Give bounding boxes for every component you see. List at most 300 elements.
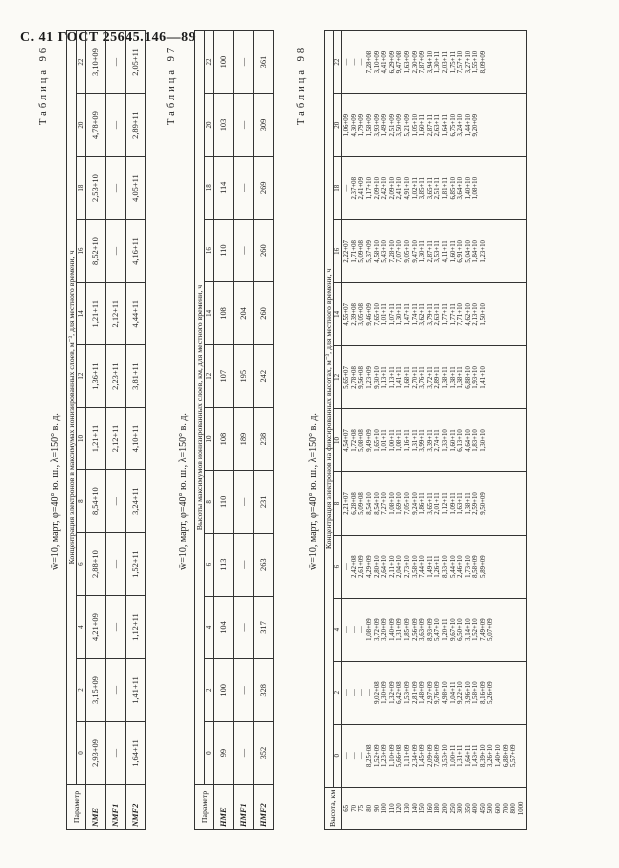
table-cell: 1,01+11: [381, 429, 389, 452]
table-cell: —: [343, 563, 351, 570]
table-cell: 2,51+11: [434, 177, 442, 200]
height-value: 120: [396, 803, 404, 814]
table-97: [194, 30, 274, 830]
height-value: 350: [464, 803, 472, 814]
table-cell: 5,09+08: [358, 492, 366, 515]
table-cell: 2,13+10: [472, 303, 480, 326]
table-cell: [487, 221, 495, 281]
table-cell: 2,04+10: [396, 555, 404, 578]
param-name: HME: [214, 785, 234, 830]
table-98-title: Таблица 98: [296, 44, 307, 125]
table-cell: 1,38+11: [464, 492, 472, 515]
table-cell: 1,73+10: [464, 555, 472, 578]
table-cell: 328: [254, 659, 274, 722]
table-cell: [518, 221, 526, 281]
table-cell: 9,46+09: [365, 303, 373, 326]
rotated-page-content: [38, 30, 598, 830]
table-cell: 1,17+10: [365, 177, 373, 200]
table-cell: 3,62+11: [419, 303, 427, 326]
table-cell: [503, 663, 511, 723]
table-cell: 1,30+11: [434, 50, 442, 74]
table-cell: 100: [214, 659, 234, 722]
table-cell: [495, 221, 503, 281]
table-cell: [510, 410, 518, 470]
table-cell: 1,44+10: [464, 113, 472, 137]
table-cell: [518, 158, 526, 218]
table-cell: —: [106, 722, 126, 785]
table-cell: [510, 158, 518, 218]
table-cell: 3,53+10: [441, 744, 449, 767]
param-header: Параметр: [195, 785, 214, 830]
table-cell: 2,74+11: [434, 429, 442, 452]
table-cell: 7,65+10: [373, 303, 381, 326]
table-cell: 3,65+11: [426, 177, 434, 200]
table-cell: 8,93+09: [426, 618, 434, 641]
table-cell: 1,74+11: [411, 303, 419, 326]
table-cell: [487, 32, 495, 92]
hour-header: 20: [205, 94, 214, 157]
table-cell: —: [343, 58, 351, 66]
table-cell: 110: [214, 470, 234, 533]
table-cell: 7,28+10: [388, 240, 396, 263]
hour-header: 2: [333, 661, 342, 724]
table-cell: 7,87+09: [419, 50, 427, 74]
height-value: 500: [487, 803, 495, 814]
table-cell: 3,85+11: [419, 177, 427, 200]
table-cell: 2,01+11: [434, 492, 442, 515]
table-cell: 1,52+11: [126, 533, 146, 596]
table-cell: 2,70+11: [411, 366, 419, 389]
table-cell: 2,59+10: [472, 492, 480, 515]
table-97-subheader: Высоты максимумов ионизированных слоев, км, для местного времени, ч: [195, 31, 205, 785]
table-cell: [518, 410, 526, 470]
table-cell: 9,49+09: [365, 429, 373, 452]
table-cell: 4,30+09: [350, 113, 358, 137]
hour-header: 6: [333, 535, 342, 598]
table-cell: 4,21+09: [86, 596, 106, 659]
table-cell: [503, 284, 511, 344]
table-cell: 3,72+09: [373, 618, 381, 641]
table-cell: 8,33+10: [441, 555, 449, 578]
table-cell: 1,05+10: [411, 113, 419, 137]
table-cell: 2,22+07: [343, 240, 351, 263]
table-cell: 2,41+10: [396, 177, 404, 200]
table-cell: —: [234, 156, 254, 219]
table-cell: 1,07+11: [388, 303, 396, 326]
table-cell: 242: [254, 345, 274, 408]
table-cell: 4,78+09: [86, 94, 106, 157]
table-cell: 1,52+09: [373, 744, 381, 767]
table-cell: 8,09+09: [479, 50, 487, 74]
hour-header: 10: [205, 408, 214, 471]
table-cell: [518, 32, 526, 92]
table-cell: 7,44+10: [419, 555, 427, 578]
table-cell: 1,00+11: [388, 429, 396, 452]
table-cell: —: [106, 157, 126, 220]
table-cell: 3,79+11: [426, 303, 434, 326]
height-value: 250: [449, 803, 457, 814]
table-cell: 1,01+11: [381, 303, 389, 326]
table-cell: 3,20+09: [381, 618, 389, 641]
table-cell: [495, 600, 503, 660]
table-cell: 9,22+10: [457, 681, 465, 704]
table-cell: 1,85+09: [403, 618, 411, 641]
table-cell: 1,36+11: [86, 345, 106, 407]
table-cell: 1,08+11: [396, 429, 404, 452]
table-cell: 9,76+09: [434, 681, 442, 704]
table-cell: 6,88+10: [464, 366, 472, 389]
height-value: 600: [495, 803, 503, 814]
height-value: 700: [502, 803, 510, 814]
hour-header: 14: [77, 283, 86, 345]
table-cell: 100: [214, 31, 234, 94]
table-cell: 3,81+11: [126, 345, 146, 407]
table-cell: 1,04+11: [449, 681, 457, 704]
table-cell: 4,55+07: [343, 303, 351, 326]
height-value: 140: [411, 803, 419, 814]
table-cell: 1,45+09: [419, 744, 427, 767]
table-cell: [495, 347, 503, 407]
height-value: 800: [510, 803, 518, 814]
table-cell: 3,58+10: [411, 555, 419, 578]
table-cell: 3,27+10: [464, 50, 472, 74]
table-cell: [510, 284, 518, 344]
table-cell: 7,49+09: [479, 618, 487, 641]
table-cell: [495, 537, 503, 597]
table-cell: —: [234, 219, 254, 282]
table-cell: —: [343, 752, 351, 760]
hour-header: 0: [333, 724, 342, 787]
table-cell: [518, 600, 526, 660]
height-value: 80: [365, 804, 373, 812]
table-row: [126, 31, 146, 830]
table-cell: 1,60+11: [449, 429, 457, 452]
table-cell: 5,66+08: [396, 744, 404, 767]
hour-header: 10: [333, 409, 342, 472]
table-cell: 7,05+10: [403, 492, 411, 515]
table-cell: 6,28+08: [350, 492, 358, 515]
table-cell: 1,81+11: [441, 177, 449, 200]
table-cell: 2,34+09: [411, 744, 419, 767]
table-cell: —: [106, 533, 126, 596]
height-value: 400: [472, 803, 480, 814]
table-cell: 2,56+09: [411, 618, 419, 641]
table-cell: 113: [214, 533, 234, 596]
param-name: HMF1: [234, 785, 254, 830]
table-cell: 1,38+11: [457, 366, 465, 389]
table-cell: 99: [214, 722, 234, 785]
table-cell: 1,64+11: [126, 722, 146, 785]
table-cell: 1,79+09: [358, 113, 366, 137]
table-cell: 3,24+10: [457, 113, 465, 137]
table-cell: 361: [254, 31, 274, 94]
table-cell: 5,65+07: [343, 366, 351, 389]
table-cell: 8,39+10: [479, 744, 487, 767]
table-cell: 2,97+09: [426, 681, 434, 704]
table-cell: [480, 158, 488, 218]
hour-header: 16: [205, 219, 214, 282]
table-cell: —: [106, 94, 126, 157]
table-cell: 1,58+10: [472, 681, 480, 704]
table-cell: 1,43+11: [472, 744, 480, 767]
table-cell: 1,77+11: [441, 303, 449, 326]
table-cell: 2,87+11: [426, 240, 434, 263]
table-cell: 1,20+11: [441, 618, 449, 641]
hour-header: 6: [77, 533, 86, 596]
table-cell: [487, 410, 495, 470]
table-cell: 104: [214, 596, 234, 659]
table-cell: 2,89+11: [126, 94, 146, 157]
table-cell: —: [358, 752, 366, 760]
table-cell: [495, 663, 503, 723]
table-cell: 1,31+09: [396, 618, 404, 641]
table-cell: 7,27+10: [381, 492, 389, 515]
height-value: 1000: [517, 801, 525, 816]
table-cell: 9,50+09: [479, 492, 487, 515]
hour-header: 8: [333, 472, 342, 535]
value-column: [342, 283, 527, 346]
value-column: [342, 346, 527, 409]
table-cell: —: [365, 689, 373, 697]
table-cell: 1,49+09: [381, 113, 389, 137]
table-cell: [518, 284, 526, 344]
param-name: NMF2: [126, 785, 146, 830]
table-cell: [495, 158, 503, 218]
table-cell: 1,08+10: [472, 177, 480, 200]
height-value: 150: [419, 803, 427, 814]
table-cell: [518, 95, 526, 155]
table-cell: [495, 473, 503, 533]
table-cell: [495, 95, 503, 155]
table-cell: —: [234, 94, 254, 157]
table-cell: 204: [234, 282, 254, 345]
hour-header: 22: [205, 31, 214, 94]
height-value: 200: [441, 803, 449, 814]
hour-header: 18: [333, 157, 342, 220]
value-column: [342, 724, 527, 787]
table-cell: 3,50+09: [396, 113, 404, 137]
table-cell: 1,06+09: [343, 113, 351, 137]
table-97-caption: w̄=10, март, φ=40° ю. ш., λ=150° в. д.: [178, 413, 189, 570]
table-cell: 1,71+08: [350, 240, 358, 263]
table-cell: 1,48+09: [419, 681, 427, 704]
table-cell: 1,63+11: [457, 492, 465, 515]
table-cell: 1,40+09: [388, 618, 396, 641]
hour-header: 20: [77, 94, 86, 157]
table-cell: 189: [234, 408, 254, 471]
table-cell: 1,13+11: [388, 366, 396, 389]
table-cell: 3,53+11: [434, 240, 442, 263]
height-value: 75: [358, 804, 366, 812]
table-cell: —: [350, 58, 358, 66]
table-cell: 1,55+10: [472, 50, 480, 74]
table-cell: 6,42+08: [396, 681, 404, 704]
param-name: HMF2: [254, 785, 274, 830]
table-cell: 1,30+11: [419, 240, 427, 263]
table-cell: 7,07+10: [396, 240, 404, 263]
table-cell: 7,68+09: [434, 744, 442, 767]
table-cell: 1,12+11: [126, 596, 146, 659]
table-cell: 4,54+07: [343, 429, 351, 452]
height-value: 130: [403, 803, 411, 814]
table-cell: 7,71+10: [457, 303, 465, 326]
table-cell: 1,23+09: [365, 366, 373, 389]
table-cell: 1,09+11: [449, 492, 457, 515]
table-cell: 2,51+09: [388, 113, 396, 137]
table-cell: 1,30+11: [396, 303, 404, 326]
table-cell: 5,43+10: [381, 240, 389, 263]
table-cell: —: [234, 470, 254, 533]
table-cell: 1,33+10: [441, 429, 449, 452]
table-cell: 4,64+10: [464, 429, 472, 452]
table-cell: —: [106, 220, 126, 283]
table-cell: [510, 221, 518, 281]
table-cell: 1,83+10: [472, 429, 480, 452]
table-cell: 3,10+09: [373, 50, 381, 74]
table-cell: [503, 347, 511, 407]
table-cell: 3,64+10: [457, 177, 465, 200]
table-cell: 9,20+09: [472, 113, 480, 137]
table-cell: 2,11+10: [388, 555, 396, 578]
height-value: 160: [426, 803, 434, 814]
table-cell: 309: [254, 94, 274, 157]
table-cell: 9,67+10: [449, 618, 457, 641]
table-cell: 5,04+10: [464, 240, 472, 263]
table-cell: 1,64+11: [464, 744, 472, 767]
value-column: [342, 157, 527, 220]
table-cell: [503, 410, 511, 470]
hour-header: 4: [205, 596, 214, 659]
table-cell: 2,09+10: [388, 177, 396, 200]
table-cell: 5,89+09: [479, 555, 487, 578]
hour-header: 14: [333, 283, 342, 346]
table-cell: —: [106, 659, 126, 722]
table-cell: 6,50+10: [457, 618, 465, 641]
table-cell: 1,49+11: [426, 555, 434, 578]
table-cell: 195: [234, 345, 254, 408]
table-cell: 1,23+10: [479, 240, 487, 263]
table-cell: 4,29+09: [365, 555, 373, 578]
table-cell: 1,32+09: [388, 681, 396, 704]
table-cell: [510, 95, 518, 155]
table-cell: 2,63+11: [434, 303, 442, 326]
table-cell: 3,39+11: [426, 429, 434, 452]
table-cell: —: [234, 659, 254, 722]
table-cell: —: [343, 626, 351, 633]
table-cell: 6,29+09: [388, 50, 396, 74]
hour-header: 18: [205, 156, 214, 219]
table-cell: [518, 726, 526, 786]
table-cell: 269: [254, 156, 274, 219]
table-cell: 2,42+08: [350, 555, 358, 578]
height-value: 90: [373, 804, 381, 812]
table-cell: 231: [254, 470, 274, 533]
table-98-caption: w̄=10, март, φ=40° ю. ш., λ=150° в. д.: [308, 413, 319, 570]
value-column: [342, 598, 527, 661]
table-cell: 1,38+11: [441, 366, 449, 389]
value-column: [342, 409, 527, 472]
table-cell: 8,54+10: [365, 492, 373, 515]
table-cell: 3,96+10: [464, 681, 472, 704]
table-row: [214, 31, 234, 830]
table-cell: 8,16+09: [479, 681, 487, 704]
table-cell: 2,46+10: [457, 555, 465, 578]
table-cell: 4,44+11: [126, 283, 146, 345]
table-cell: 9,05+10: [403, 240, 411, 263]
table-cell: [510, 663, 518, 723]
table-cell: 6,75+10: [449, 113, 457, 137]
height-header: Высота, км: [325, 787, 342, 829]
table-cell: [487, 284, 495, 344]
table-cell: 4,58+10: [373, 240, 381, 263]
table-cell: 3,99+11: [419, 429, 427, 452]
table-cell: 1,16+11: [403, 429, 411, 452]
hour-header: 8: [205, 470, 214, 533]
table-cell: [503, 158, 511, 218]
table-cell: 1,12+11: [441, 492, 449, 515]
table-cell: [487, 473, 495, 533]
table-cell: 9,30+10: [373, 366, 381, 389]
table-cell: 8,25+08: [365, 744, 373, 767]
table-cell: 4,16+11: [126, 220, 146, 283]
table-cell: —: [358, 626, 366, 633]
table-cell: 2,88+10: [86, 533, 106, 596]
table-cell: 4,98+10: [441, 681, 449, 704]
table-cell: [503, 221, 511, 281]
table-cell: 3,94+10: [426, 50, 434, 74]
table-cell: 3,63+09: [419, 618, 427, 641]
hour-header: 10: [77, 407, 86, 469]
table-cell: 1,58+09: [365, 113, 373, 137]
table-cell: 1,02+11: [411, 177, 419, 200]
table-cell: 2,05+11: [126, 31, 146, 94]
table-cell: 260: [254, 219, 274, 282]
table-cell: 1,84+10: [472, 240, 480, 263]
table-98: [324, 30, 527, 830]
table-cell: 260: [254, 282, 274, 345]
table-cell: 6,85+10: [449, 177, 457, 200]
table-cell: [503, 473, 511, 533]
table-cell: [495, 32, 503, 92]
height-value: 65: [343, 804, 351, 812]
value-column: [342, 94, 527, 157]
table-cell: 1,21+11: [86, 407, 106, 469]
table-cell: 3,65+11: [426, 492, 434, 515]
hour-header: 20: [333, 94, 342, 157]
hour-header: 4: [333, 598, 342, 661]
param-name: NME: [86, 785, 106, 830]
hour-header: 22: [77, 31, 86, 94]
table-cell: [495, 410, 503, 470]
table-cell: 2,63+11: [434, 114, 442, 137]
table-cell: 3,05+08: [358, 303, 366, 326]
table-cell: [510, 473, 518, 533]
table-cell: 1,38+11: [449, 366, 457, 389]
table-cell: 3,10+09: [86, 31, 106, 94]
value-column: [342, 661, 527, 724]
value-column: [342, 31, 527, 94]
table-cell: [487, 347, 495, 407]
table-cell: 8,58+09: [472, 555, 480, 578]
table-cell: 108: [214, 408, 234, 471]
table-cell: 2,93+09: [86, 722, 106, 785]
table-row: [254, 31, 274, 830]
table-96-subheader: Концентрация электронов в максимумах ионизированных слоев, м⁻³, для местного времени, ч: [67, 31, 77, 785]
table-cell: 4,10+11: [126, 407, 146, 469]
table-cell: 9,56+08: [358, 366, 366, 389]
hour-header: 14: [205, 282, 214, 345]
table-cell: 1,60+11: [449, 240, 457, 263]
